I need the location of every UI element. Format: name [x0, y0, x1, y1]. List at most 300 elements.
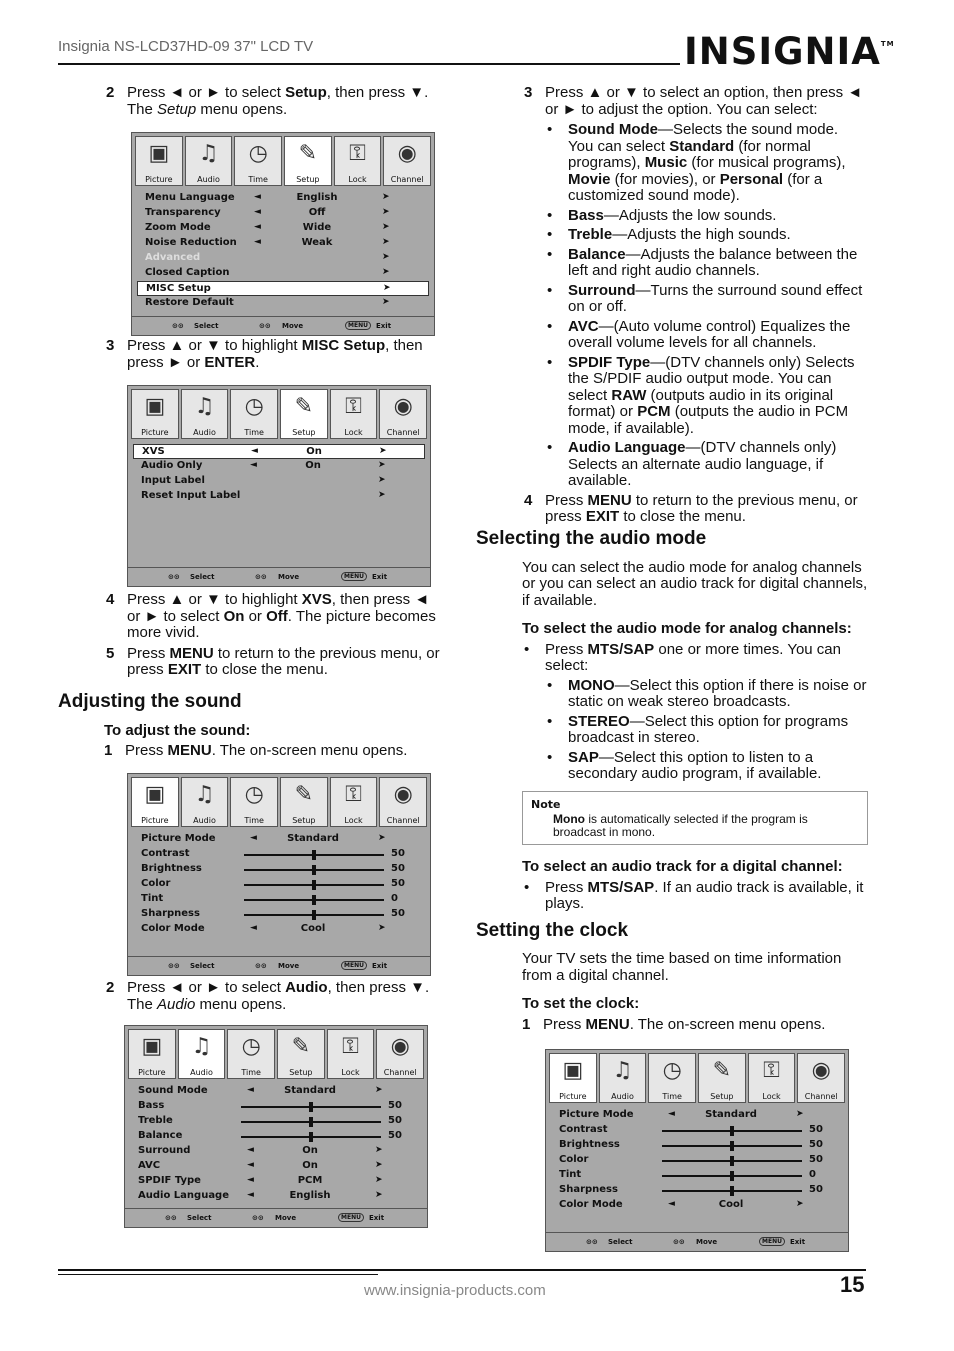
menu-row: [130, 1084, 422, 1099]
menu-row: [133, 444, 425, 459]
insignia-logo: INSIGNIA™: [684, 30, 895, 73]
menu-row: [137, 266, 429, 281]
list-item: [545, 678, 868, 711]
list-item: [545, 208, 866, 225]
bold-term: SAP: [568, 748, 599, 766]
headphones-icon: ♫: [194, 782, 215, 807]
menu-row-label: Audio Language: [138, 1190, 230, 1201]
menu-row: [551, 1168, 843, 1183]
menu-row: [551, 1108, 843, 1123]
slider-knob: [312, 880, 316, 890]
page-number: 15: [840, 1272, 865, 1297]
step-2-setup: 2 Press ◄ or ► to select Setup, then press ▼. The Setup menu opens.: [106, 84, 429, 118]
menu-tab-label: Setup: [710, 1092, 734, 1101]
bold-term: Treble: [568, 226, 613, 243]
updown-icon: ⊙⊙: [172, 322, 184, 330]
bold-term: Bass: [568, 206, 604, 224]
menu-rows: [128, 826, 430, 937]
menu-tab-icons: [125, 1026, 427, 1078]
menu-tab-label: Audio: [197, 175, 220, 184]
menu-tab-label: Time: [244, 816, 264, 825]
headphones-icon: ♫: [198, 141, 219, 166]
leftright-icon: ⊙⊙: [259, 322, 271, 330]
bold-term: Personal: [719, 170, 784, 188]
menu-tab-label: Channel: [386, 816, 420, 825]
right-arrow-icon: ➤: [382, 252, 390, 262]
menu-tab-audio: [185, 136, 233, 186]
slider-value: 50: [388, 1115, 402, 1126]
menu-rows: [132, 185, 434, 311]
menu-tab-picture: [549, 1053, 597, 1103]
bold-term: Audio Language: [568, 439, 686, 456]
menu-row-label: Sound Mode: [138, 1085, 208, 1096]
menu-row-label: Zoom Mode: [145, 222, 211, 233]
slider-value: 50: [388, 1100, 402, 1111]
menu-tab-icons: [546, 1050, 848, 1102]
menu-tab-lock: [330, 777, 378, 827]
menu-row-value: On: [302, 1145, 318, 1156]
list-item: [545, 440, 866, 490]
menu-row-label: SPDIF Type: [138, 1175, 201, 1186]
menu-tab-setup: [277, 1029, 325, 1079]
menu-tab-label: Audio: [190, 1068, 213, 1077]
select-label: Select: [608, 1238, 633, 1246]
menu-row: [551, 1183, 843, 1198]
move-label: Move: [275, 1214, 297, 1222]
camera-icon: ▣: [144, 782, 166, 807]
left-arrow-icon: ◄: [250, 460, 257, 470]
text-run: —Turns the surround sound effect on or off.: [568, 281, 863, 315]
slider-value: 50: [388, 1130, 402, 1141]
audio-menu-screenshot: [124, 1025, 428, 1228]
slider-knob: [309, 1132, 313, 1142]
text-run: (outputs audio in its original format) or: [568, 386, 834, 420]
menu-row-label: Color Mode: [141, 923, 205, 934]
menu-tab-label: Picture: [141, 816, 169, 825]
clock-icon: ◷: [244, 782, 264, 807]
exit-label: Exit: [372, 573, 388, 581]
lock-icon: ⚿: [342, 1034, 359, 1059]
analog-modes-list: [522, 678, 868, 783]
camera-icon: ▣: [144, 394, 166, 419]
slider-value: 0: [809, 1169, 816, 1180]
menu-tab-channel: [379, 389, 427, 439]
satellite-icon: ◉: [397, 141, 417, 166]
step-1-clock-menu: 1 Press MENU. The on-screen menu opens.: [522, 1015, 826, 1033]
menu-row-label: XVS: [142, 446, 165, 457]
menu-row: [133, 832, 425, 847]
menu-row-label: Sharpness: [141, 908, 200, 919]
text-run: (for movies), or: [610, 170, 720, 188]
menu-tab-audio: [178, 1029, 226, 1079]
menu-tab-label: Audio: [193, 428, 216, 437]
left-arrow-icon: ◄: [254, 222, 261, 232]
updown-icon: ⊙⊙: [165, 1214, 177, 1222]
menu-row: [130, 1129, 422, 1144]
right-arrow-icon: ➤: [383, 283, 391, 293]
menu-row: [551, 1123, 843, 1138]
menu-row: [137, 251, 429, 266]
menu-tab-label: Time: [662, 1092, 682, 1101]
menu-footer: [128, 956, 430, 975]
text-run: —Adjusts the high sounds.: [612, 226, 791, 243]
menu-row-label: Input Label: [141, 475, 205, 486]
menu-label: MENU: [341, 961, 367, 970]
menu-row: [130, 1159, 422, 1174]
subheading-digital: To select an audio track for a digital channel:: [522, 858, 843, 875]
menu-row: [133, 907, 425, 922]
menu-label: MENU: [759, 1237, 785, 1246]
slider-knob: [730, 1171, 734, 1181]
left-arrow-icon: ◄: [250, 833, 257, 843]
slider-knob: [730, 1186, 734, 1196]
wrench-icon: ✎: [294, 782, 314, 807]
menu-footer: [546, 1232, 848, 1251]
right-arrow-icon: ➤: [378, 923, 386, 933]
text-run: (for normal programs),: [568, 137, 811, 171]
menu-footer: [128, 567, 430, 586]
menu-row: [133, 892, 425, 907]
menu-tab-time: [230, 389, 278, 439]
bold-term: RAW: [611, 386, 647, 404]
slider-knob: [730, 1126, 734, 1136]
left-arrow-icon: ◄: [247, 1160, 254, 1170]
menu-tab-icons: [128, 386, 430, 438]
menu-row-label: Noise Reduction: [145, 237, 237, 248]
footer-rule: [58, 1269, 866, 1271]
menu-tab-label: Channel: [383, 1068, 417, 1077]
bold-term: Movie: [568, 170, 611, 188]
text-run: (for musical programs),: [687, 154, 846, 171]
right-arrow-icon: ➤: [378, 460, 386, 470]
clock-intro: Your TV sets the time based on time information from a digital channel.: [522, 950, 842, 984]
menu-row-label: Tint: [559, 1169, 582, 1180]
right-arrow-icon: ➤: [382, 297, 390, 307]
menu-row-value: On: [306, 446, 322, 457]
updown-icon: ⊙⊙: [168, 573, 180, 581]
step-2-audio: 2 Press ◄ or ► to select Audio, then press ▼. The Audio menu opens.: [106, 979, 430, 1013]
text-run: —(DTV channels only) Selects an alternate audio language, if available.: [568, 439, 837, 489]
slider-value: 50: [809, 1184, 823, 1195]
menu-row-value: Cool: [300, 923, 326, 934]
slider-knob: [730, 1141, 734, 1151]
menu-rows: [128, 438, 430, 504]
menu-tab-picture: [128, 1029, 176, 1079]
left-arrow-icon: ◄: [254, 192, 261, 202]
setup-menu-screenshot: [131, 132, 435, 336]
satellite-icon: ◉: [393, 394, 413, 419]
slider-knob: [309, 1117, 313, 1127]
footer-url: www.insignia-products.com: [364, 1282, 546, 1299]
menu-tab-label: Channel: [390, 175, 424, 184]
wrench-icon: ✎: [712, 1058, 732, 1083]
slider-value: 50: [809, 1154, 823, 1165]
slider-knob: [312, 865, 316, 875]
menu-row-label: Color Mode: [559, 1199, 623, 1210]
left-step-2-audio: [106, 980, 446, 1017]
move-label: Move: [282, 322, 304, 330]
right-arrow-icon: ➤: [382, 222, 390, 232]
headphones-icon: ♫: [612, 1058, 633, 1083]
slider-knob: [312, 895, 316, 905]
right-arrow-icon: ➤: [382, 237, 390, 247]
clock-icon: ◷: [241, 1034, 261, 1059]
menu-row-label: Brightness: [141, 863, 202, 874]
menu-row-label: Contrast: [141, 848, 190, 859]
leftright-icon: ⊙⊙: [255, 573, 267, 581]
audio-options-list: [524, 122, 866, 490]
list-item: [545, 227, 866, 244]
clock-icon: ◷: [244, 394, 264, 419]
list-item: [545, 750, 868, 783]
satellite-icon: ◉: [390, 1034, 410, 1059]
menu-row: [133, 877, 425, 892]
list-item: [545, 355, 866, 438]
menu-tab-audio: [599, 1053, 647, 1103]
slider-value: 50: [391, 878, 405, 889]
menu-row-label: Sharpness: [559, 1184, 618, 1195]
satellite-icon: ◉: [811, 1058, 831, 1083]
menu-row: [133, 922, 425, 937]
slider-value: 50: [391, 863, 405, 874]
list-item: [545, 247, 866, 280]
right-arrow-icon: ➤: [382, 207, 390, 217]
menu-rows: [125, 1078, 427, 1204]
step-4-return: 4 Press MENU to return to the previous menu, or press EXIT to close the menu.: [524, 491, 858, 525]
clock-icon: ◷: [248, 141, 268, 166]
menu-tab-label: Audio: [611, 1092, 634, 1101]
menu-tab-label: Lock: [348, 175, 367, 184]
select-label: Select: [190, 962, 215, 970]
menu-tab-label: Lock: [344, 816, 363, 825]
bullet-mts-sap: • Press MTS/SAP one or more times. You can select:: [522, 642, 868, 675]
bold-term: Sound Mode: [568, 121, 658, 138]
menu-row: [551, 1138, 843, 1153]
menu-row-value: On: [305, 460, 321, 471]
right-arrow-icon: ➤: [375, 1160, 383, 1170]
menu-label: MENU: [345, 321, 371, 330]
menu-row-value: English: [289, 1190, 331, 1201]
wrench-icon: ✎: [298, 141, 318, 166]
left-arrow-icon: ◄: [254, 237, 261, 247]
list-item: [545, 319, 866, 352]
right-arrow-icon: ➤: [378, 475, 386, 485]
move-label: Move: [278, 573, 300, 581]
menu-tab-time: [230, 777, 278, 827]
exit-label: Exit: [376, 322, 392, 330]
menu-row-label: Menu Language: [145, 192, 235, 203]
menu-tab-label: Lock: [762, 1092, 781, 1101]
text-run: —Selects the sound mode. You can select: [568, 121, 839, 155]
subheading-set-clock: To set the clock:: [522, 995, 640, 1012]
menu-row-value: Standard: [287, 833, 339, 844]
menu-row-label: Transparency: [145, 207, 221, 218]
select-label: Select: [194, 322, 219, 330]
menu-tab-label: Setup: [289, 1068, 313, 1077]
note-box: [522, 791, 868, 846]
left-arrow-icon: ◄: [247, 1190, 254, 1200]
menu-footer: [125, 1208, 427, 1227]
menu-row-value: Wide: [302, 222, 332, 233]
right-arrow-icon: ➤: [382, 192, 390, 202]
menu-tab-label: Setup: [296, 175, 320, 184]
menu-tab-channel: [379, 777, 427, 827]
menu-row: [133, 474, 425, 489]
satellite-icon: ◉: [393, 782, 413, 807]
menu-tab-channel: [797, 1053, 845, 1103]
menu-tab-setup: [280, 777, 328, 827]
leftright-icon: ⊙⊙: [252, 1214, 264, 1222]
menu-label: MENU: [338, 1213, 364, 1222]
slider-value: 0: [391, 893, 398, 904]
right-arrow-icon: ➤: [375, 1175, 383, 1185]
menu-row: [551, 1198, 843, 1213]
footer-rule-thin: [58, 1274, 378, 1275]
menu-tab-label: Channel: [386, 428, 420, 437]
right-arrow-icon: ➤: [378, 490, 386, 500]
note-body: Mono is automatically selected if the program is broadcast in mono.: [553, 812, 808, 839]
text-run: —Adjusts the balance between the left and right audio channels.: [568, 245, 858, 279]
leftright-icon: ⊙⊙: [255, 962, 267, 970]
menu-tab-channel: [376, 1029, 424, 1079]
menu-tab-lock: [748, 1053, 796, 1103]
left-arrow-icon: ◄: [247, 1175, 254, 1185]
lock-icon: ⚿: [345, 394, 362, 419]
menu-tab-label: Setup: [292, 816, 316, 825]
move-label: Move: [696, 1238, 718, 1246]
menu-row-value: PCM: [297, 1175, 323, 1186]
left-step-3: [106, 338, 446, 375]
menu-row-label: Balance: [138, 1130, 183, 1141]
left-arrow-icon: ◄: [251, 446, 258, 456]
menu-row: [137, 236, 429, 251]
left-steps-4-5: [106, 592, 446, 683]
right-arrow-icon: ➤: [382, 267, 390, 277]
right-arrow-icon: ➤: [378, 833, 386, 843]
bold-term: Balance: [568, 245, 626, 263]
menu-tab-lock: [334, 136, 382, 186]
slider-value: 50: [391, 848, 405, 859]
menu-row: [130, 1174, 422, 1189]
text-run: —(Auto volume control) Equalizes the overall volume levels for all channels.: [568, 317, 851, 351]
headphones-icon: ♫: [191, 1034, 212, 1059]
text-run: —Adjusts the low sounds.: [603, 206, 777, 224]
list-item: [545, 122, 866, 205]
menu-row-value: English: [296, 192, 338, 203]
menu-tab-label: Lock: [344, 428, 363, 437]
left-arrow-icon: ◄: [668, 1109, 675, 1119]
menu-row-label: Treble: [138, 1115, 173, 1126]
menu-tab-picture: [131, 777, 179, 827]
left-arrow-icon: ◄: [247, 1085, 254, 1095]
bold-term: PCM: [637, 403, 671, 420]
step-3-misc: 3 Press ▲ or ▼ to highlight MISC Setup, then press ► or ENTER.: [106, 337, 423, 371]
menu-row-label: MISC Setup: [146, 283, 211, 294]
menu-tab-lock: [327, 1029, 375, 1079]
text-run: (outputs the audio in PCM mode, if available).: [568, 403, 849, 437]
bold-term: STEREO: [568, 712, 630, 730]
right-arrow-icon: ➤: [379, 446, 387, 456]
move-label: Move: [278, 962, 300, 970]
text-run: —Select this option for programs broadcast in stereo.: [568, 712, 849, 746]
picture-menu-screenshot: [127, 773, 431, 976]
menu-row-label: Contrast: [559, 1124, 608, 1135]
lock-icon: ⚿: [763, 1058, 780, 1083]
menu-row: [130, 1114, 422, 1129]
adjusting-sound-section: [58, 686, 448, 764]
menu-row: [133, 847, 425, 862]
menu-row-label: Surround: [138, 1145, 191, 1156]
heading-setting-clock: Setting the clock: [476, 919, 629, 941]
menu-tab-label: Time: [241, 1068, 261, 1077]
menu-tab-label: Lock: [341, 1068, 360, 1077]
left-arrow-icon: ◄: [247, 1145, 254, 1155]
slider-value: 50: [391, 908, 405, 919]
menu-row: [137, 206, 429, 221]
bold-term: Surround: [568, 281, 636, 299]
left-arrow-icon: ◄: [254, 207, 261, 217]
text-run: (for a customized sound mode).: [568, 170, 823, 204]
menu-row-label: Closed Caption: [145, 267, 230, 278]
menu-row: [133, 862, 425, 877]
menu-row-label: Color: [559, 1154, 589, 1165]
menu-row-value: On: [302, 1160, 318, 1171]
camera-icon: ▣: [562, 1058, 584, 1083]
exit-label: Exit: [372, 962, 388, 970]
menu-tab-label: Picture: [559, 1092, 587, 1101]
step-4-xvs: 4 Press ▲ or ▼ to highlight XVS, then press ◄ or ► to select On or Off. The picture becomes more vivid.: [106, 591, 436, 641]
menu-footer: [132, 316, 434, 335]
menu-row-value: Standard: [705, 1109, 757, 1120]
left-arrow-icon: ◄: [250, 923, 257, 933]
note-title: Note: [531, 797, 561, 811]
menu-tab-icons: [132, 133, 434, 185]
wrench-icon: ✎: [291, 1034, 311, 1059]
clock-picture-menu-screenshot: [545, 1049, 849, 1252]
headphones-icon: ♫: [194, 394, 215, 419]
menu-tab-time: [648, 1053, 696, 1103]
bold-term: AVC: [568, 317, 599, 335]
audio-mode-intro: You can select the audio mode for analog channels or you can select an audio track for digital channels, if available.: [522, 558, 868, 609]
updown-icon: ⊙⊙: [168, 962, 180, 970]
clock-icon: ◷: [662, 1058, 682, 1083]
text-run: —Select this option to listen to a secondary audio program, if available.: [568, 748, 822, 782]
menu-row-label: Picture Mode: [559, 1109, 634, 1120]
lock-icon: ⚿: [345, 782, 362, 807]
menu-row-label: Reset Input Label: [141, 490, 241, 501]
exit-label: Exit: [369, 1214, 385, 1222]
right-arrow-icon: ➤: [796, 1109, 804, 1119]
menu-tab-setup: [698, 1053, 746, 1103]
menu-tab-channel: [383, 136, 431, 186]
menu-label: MENU: [341, 572, 367, 581]
audio-mode-section: [476, 523, 868, 1037]
right-arrow-icon: ➤: [375, 1190, 383, 1200]
step-1-menu: 1 Press MENU. The on-screen menu opens.: [104, 742, 408, 759]
menu-tab-label: Channel: [804, 1092, 838, 1101]
menu-row: [137, 221, 429, 236]
menu-row-label: Tint: [141, 893, 164, 904]
menu-tab-time: [234, 136, 282, 186]
subheading-analog: To select the audio mode for analog channels:: [522, 620, 852, 637]
menu-row-label: Picture Mode: [141, 833, 216, 844]
menu-row-value: Standard: [284, 1085, 336, 1096]
list-item: [545, 714, 868, 747]
slider-knob: [730, 1156, 734, 1166]
menu-row: [130, 1189, 422, 1204]
bold-term: Standard: [669, 137, 735, 155]
menu-tab-label: Picture: [138, 1068, 166, 1077]
